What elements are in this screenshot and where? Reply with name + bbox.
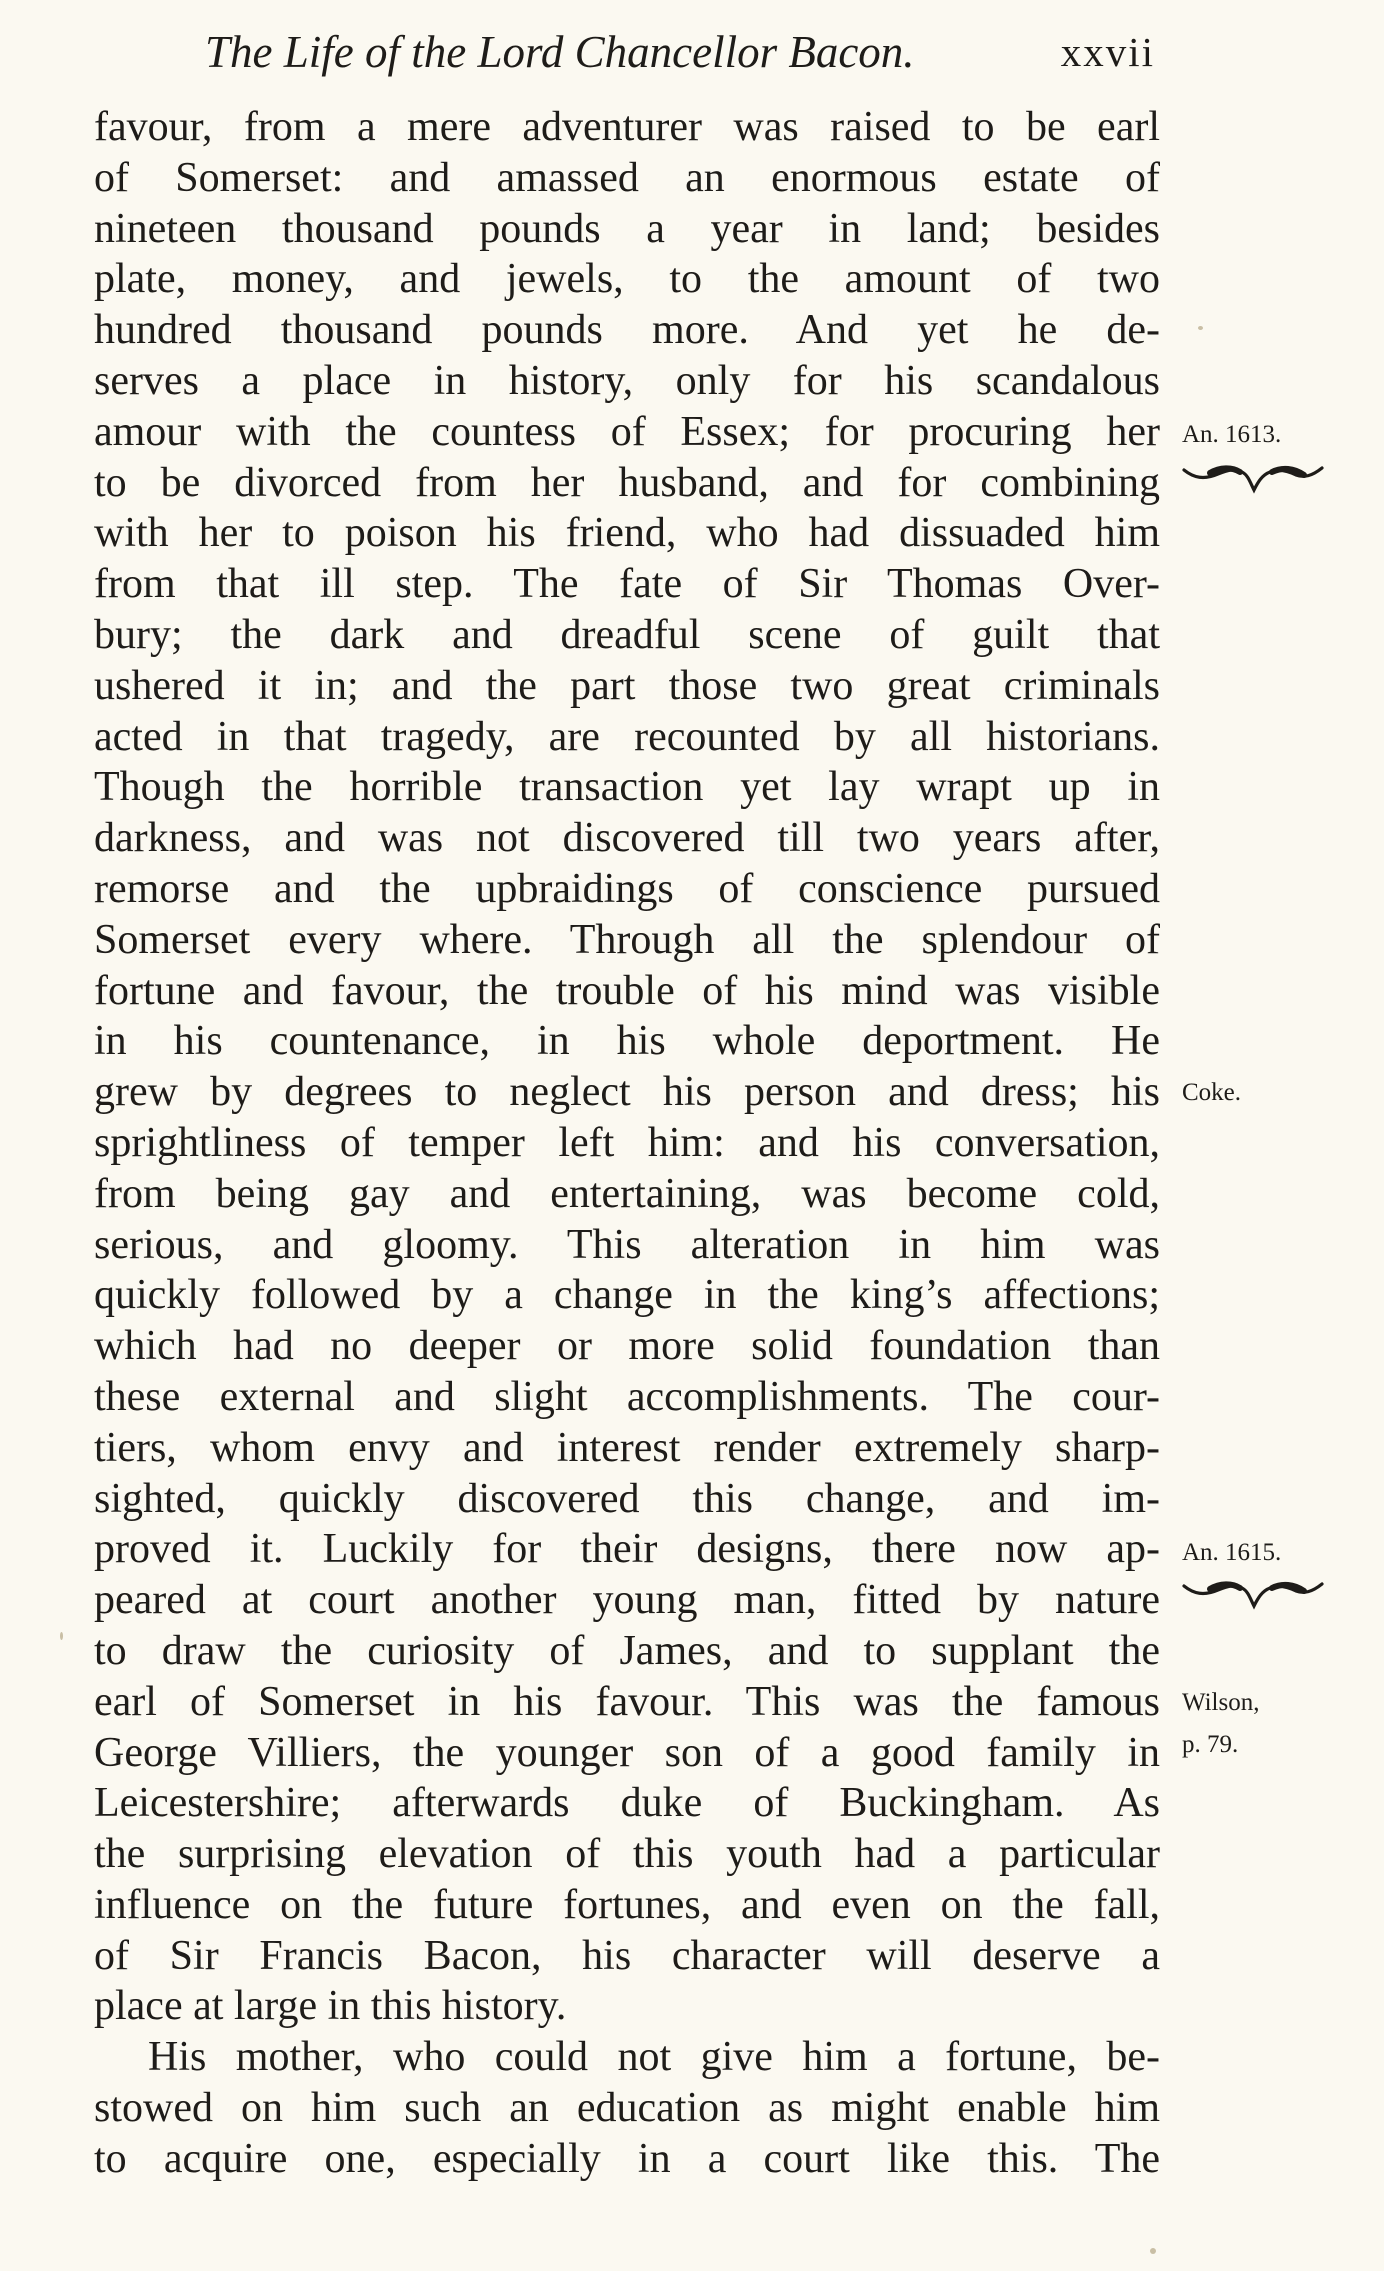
text-line: George Villiers, the younger son of a good family in	[94, 1729, 1160, 1776]
text-line: acted in that tragedy, are recounted by all historians.	[94, 713, 1160, 760]
text-line: quickly followed by a change in the king’s affections;	[94, 1272, 1160, 1319]
running-title: The Life of the Lord Chancellor Bacon.	[205, 27, 915, 77]
body-text	[94, 102, 1160, 2185]
text-line: earl of Somerset in his favour. This was the famous	[94, 1678, 1160, 1725]
paper-speck	[60, 1632, 63, 1640]
text-line: of Somerset: and amassed an enormous estate of	[94, 154, 1160, 201]
text-line: peared at court another young man, fitted by nature	[94, 1577, 1160, 1624]
running-head	[205, 24, 1155, 80]
margin-note-wilson: Wilson,	[1182, 1689, 1260, 1716]
text-line: sighted, quickly discovered this change, and im-	[94, 1475, 1160, 1522]
text-line: Leicestershire; afterwards duke of Buckingham. As	[94, 1780, 1160, 1827]
text-line: fortune and favour, the trouble of his mind was visible	[94, 967, 1160, 1014]
text-line: sprightliness of temper left him: and his conversation,	[94, 1119, 1160, 1166]
paragraph-end-line: place at large in this history.	[94, 1983, 567, 2030]
text-line: of Sir Francis Bacon, his character will deserve a	[94, 1932, 1160, 1979]
text-line: in his countenance, in his whole deportment. He	[94, 1018, 1160, 1065]
text-line: to acquire one, especially in a court like this. The	[94, 2135, 1160, 2182]
text-line: favour, from a mere adventurer was raised to be earl	[94, 104, 1160, 150]
text-line: grew by degrees to neglect his person and dress; his	[94, 1069, 1160, 1116]
text-line: nineteen thousand pounds a year in land; besides	[94, 205, 1160, 252]
text-line: to be divorced from her husband, and for combining	[94, 459, 1160, 506]
page-number: xxvii	[1060, 29, 1155, 75]
text-line: with her to poison his friend, who had dissuaded him	[94, 510, 1160, 557]
text-line: which had no deeper or more solid foundation than	[94, 1323, 1160, 1370]
ornamental-brace-icon	[1180, 462, 1330, 502]
text-line: from being gay and entertaining, was become cold,	[94, 1170, 1160, 1217]
text-line: proved it. Luckily for their designs, there now ap-	[94, 1526, 1160, 1573]
ornamental-brace-icon	[1180, 1578, 1330, 1618]
margin-note-an-1613: An. 1613.	[1182, 421, 1282, 448]
text-line: tiers, whom envy and interest render extremely sharp-	[94, 1424, 1160, 1471]
margin-note-coke: Coke.	[1182, 1079, 1242, 1106]
text-line: ushered it in; and the part those two great criminals	[94, 662, 1160, 709]
margin-note-wilson-page: p. 79.	[1182, 1731, 1239, 1758]
text-line: serious, and gloomy. This alteration in him was	[94, 1221, 1160, 1268]
margin-note-an-1615: An. 1615.	[1182, 1539, 1282, 1566]
text-line: amour with the countess of Essex; for procuring her	[94, 408, 1160, 455]
text-line: to draw the curiosity of James, and to supplant the	[94, 1627, 1160, 1674]
text-line: Though the horrible transaction yet lay wrapt up in	[94, 764, 1160, 811]
text-line: remorse and the upbraidings of conscience pursued	[94, 865, 1160, 912]
text-line: Somerset every where. Through all the splendour of	[94, 916, 1160, 963]
paragraph-start-line: His mother, who could not give him a fortune, be-	[148, 2034, 1160, 2081]
paper-speck	[1198, 326, 1203, 330]
text-line: bury; the dark and dreadful scene of guilt that	[94, 611, 1160, 658]
text-line: darkness, and was not discovered till two years after,	[94, 815, 1160, 862]
text-line: influence on the future fortunes, and even on the fall,	[94, 1881, 1160, 1928]
text-line: these external and slight accomplishments. The cour-	[94, 1373, 1160, 1420]
text-line: serves a place in history, only for his scandalous	[94, 357, 1160, 404]
paper-speck	[1150, 2248, 1156, 2254]
text-line: the surprising elevation of this youth had a particular	[94, 1831, 1160, 1878]
text-line: stowed on him such an education as might enable him	[94, 2085, 1160, 2132]
text-line: hundred thousand pounds more. And yet he de-	[94, 307, 1160, 354]
text-line: plate, money, and jewels, to the amount of two	[94, 256, 1160, 303]
text-line: from that ill step. The fate of Sir Thomas Over-	[94, 561, 1160, 608]
